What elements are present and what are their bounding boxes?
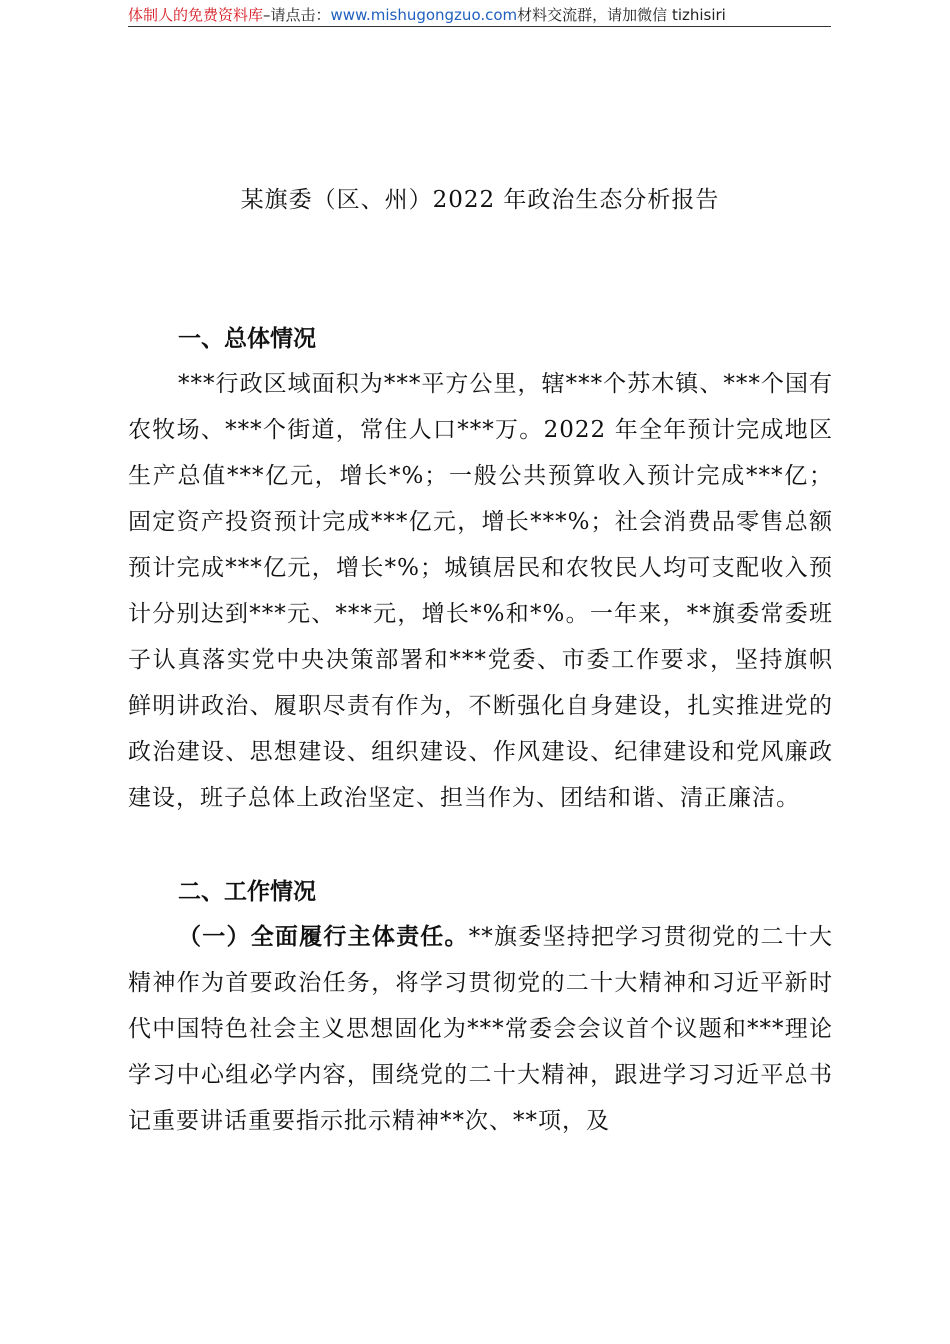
document-title: 某旗委（区、州）2022 年政治生态分析报告 (240, 187, 720, 213)
section-heading-work: 二、工作情况 (178, 879, 316, 905)
page-header (128, 4, 828, 28)
section-paragraph-overview: ***行政区域面积为***平方公里，辖***个苏木镇、***个国有农牧场、***个街道，常住人口***万。2022 年全年预计完成地区生产总值***亿元，增长*%；一般公共预算收入预计完成***亿；固定资产投资预计完成***亿元，增长***%；社会消费品零售总额预计完成***亿元，增长*%；城镇居民和农牧民人均可支配收入预计分别达到***元、***元，增长*%和*%。一年来，**旗委常委班子认真落实党中央决策部署和***党委、市委工作要求，坚持旗帜鲜明讲政治、履职尽责有作为，不断强化自身建设，扎实推进党的政治建设、思想建设、组织建设、作风建设、纪律建设和党风廉政建设，班子总体上政治坚定、担当作为、团结和谐、清正廉洁。 (128, 371, 833, 811)
header-prompt: –请点击： (263, 6, 331, 24)
section-paragraph-work (128, 914, 833, 1144)
section-heading-overview: 一、总体情况 (178, 326, 316, 352)
header-site-name: 体制人的免费资料库 (128, 6, 264, 24)
header-divider (128, 26, 831, 27)
subsection-lead-title: （一）全面履行主体责任。 (178, 924, 469, 950)
header-contact-text: 材料交流群，请加微信 tizhisiri (517, 6, 726, 24)
subsection-body-text: **旗委坚持把学习贯彻党的二十大精神作为首要政治任务，将学习贯彻党的二十大精神和习近平新时代中国特色社会主义思想固化为***常委会会议首个议题和***理论学习中心组必学内容，围绕党的二十大精神，跟进学习习近平总书记重要讲话重要指示批示精神**次、**项，及 (128, 924, 833, 1134)
header-url-link[interactable]: www.mishugongzuo.com (330, 6, 518, 24)
